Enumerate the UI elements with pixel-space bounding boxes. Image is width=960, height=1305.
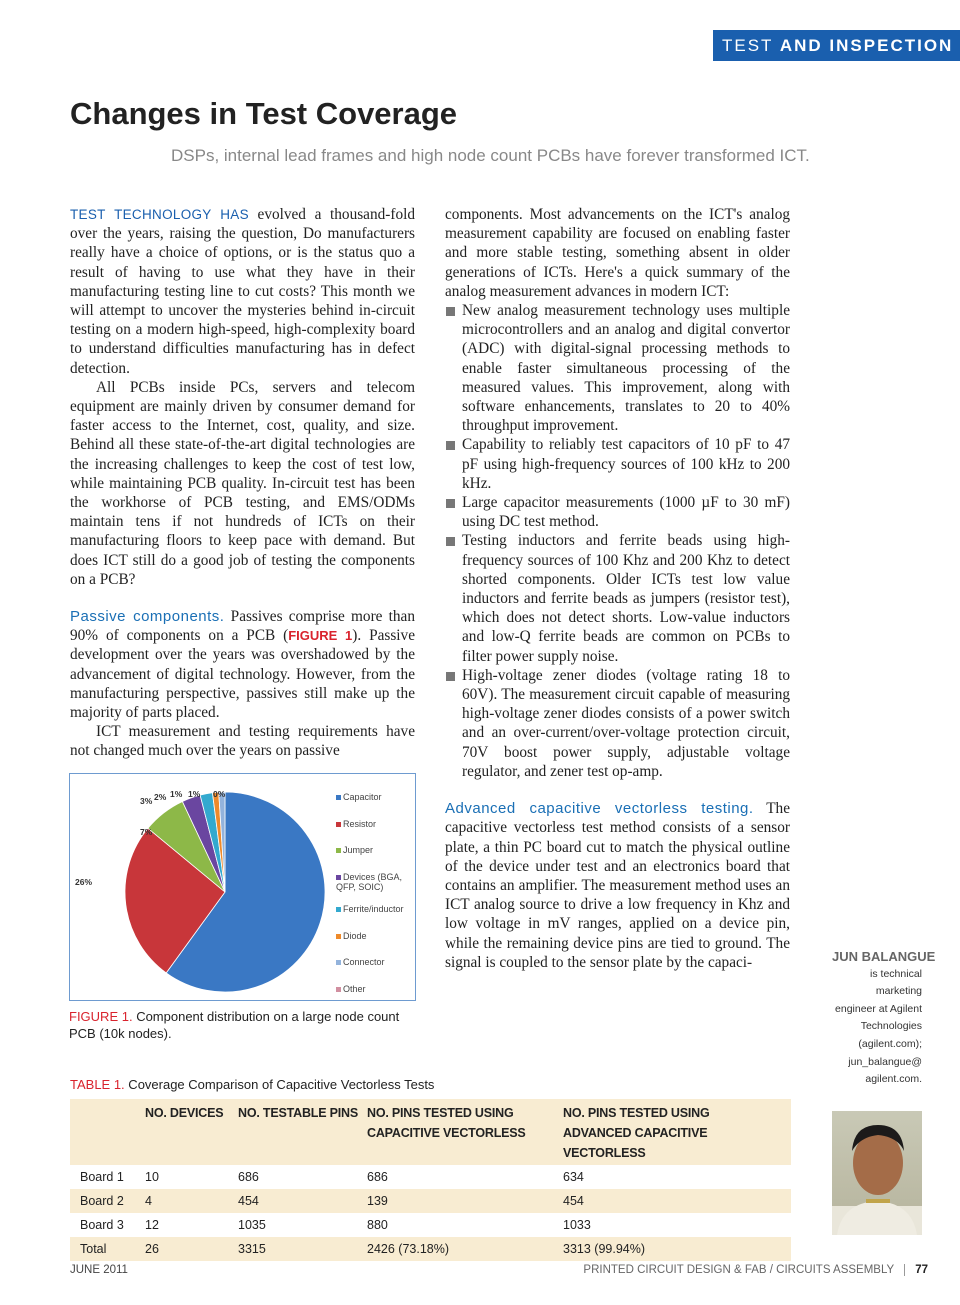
table-cell: 26	[145, 1237, 238, 1261]
legend-item	[336, 904, 404, 914]
data-label: 26%	[75, 877, 93, 887]
table-cell: Board 2	[70, 1189, 145, 1213]
data-label: 1%	[188, 789, 201, 799]
legend-swatch	[336, 848, 341, 853]
page-number: 77	[904, 1264, 928, 1276]
table-cell: Board 1	[80, 1170, 124, 1184]
legend-label: Diode	[343, 930, 367, 941]
subhead-vectorless: Advanced capacitive vectorless testing.	[445, 800, 754, 818]
legend-item	[336, 872, 416, 892]
legend-item	[336, 792, 382, 802]
legend-label: Other	[343, 983, 366, 994]
legend-label: Ferrite/inductor	[343, 904, 404, 914]
legend-swatch	[336, 987, 341, 992]
coverage-table	[70, 1099, 791, 1261]
legend-swatch	[336, 795, 341, 800]
list-item: Large capacitor measurements (1000 µF to 30 mF) using DC test method.	[445, 493, 790, 531]
paragraph: ICT measurement and testing requirements have not changed much over the years on passive	[70, 723, 415, 760]
legend-item	[336, 931, 367, 941]
table-cell: 4	[145, 1189, 238, 1213]
legend-label: Jumper	[343, 845, 374, 855]
table-cell: 686	[367, 1170, 388, 1184]
figure-caption	[69, 1008, 414, 1042]
figure-caption-text: Component distribution on a large node count PCB (10k nodes).	[69, 1009, 400, 1041]
author-bio	[832, 948, 936, 1089]
table-cell: 686	[238, 1170, 259, 1184]
data-label: 7%	[140, 827, 153, 837]
paragraph	[70, 205, 415, 378]
bio-line: is technical	[870, 967, 922, 980]
table-cell: 3315	[238, 1237, 367, 1261]
article-subtitle: DSPs, internal lead frames and high node count PCBs have forever transformed ICT.	[171, 146, 810, 165]
list-item: Testing inductors and ferrite beads using high-frequency sources of 100 Khz and 200 Khz to detect shorted components. Older ICTs test low value inductors and ferrite beads as jumpers (resistor test), which does not detect shorts. Low-value inductors and low-Q ferrite beads are common on PCBs to filter power supply noise.	[445, 531, 790, 665]
legend-item	[336, 984, 366, 994]
column-2	[445, 205, 790, 972]
data-label: 2%	[154, 792, 167, 802]
paragraph-text: Passives comprise more than 90% of components on a PCB (	[70, 608, 415, 645]
author-photo	[832, 1111, 922, 1235]
column-header: NO. TESTABLE PINS	[238, 1099, 367, 1165]
table-cell: 10	[145, 1170, 159, 1184]
list-item: High-voltage zener diodes (voltage rating 18 to 60V). The measurement circuit capable of measuring high-voltage zener diodes consists of a power switch and an over-current/over-voltage protection circuit, 70V boost power supply, adjustable voltage regulator, and zener test op-amp.	[445, 666, 790, 781]
legend-item	[336, 819, 376, 829]
bio-line: agilent.com.	[865, 1073, 922, 1086]
column-header	[70, 1099, 145, 1165]
data-label: 1%	[170, 789, 183, 799]
table-caption-text: Coverage Comparison of Capacitive Vectorless Tests	[124, 1077, 435, 1092]
legend-swatch	[336, 822, 341, 827]
column-header: NO. PINS TESTED USING CAPACITIVE VECTORLESS	[367, 1099, 563, 1165]
column-1	[70, 205, 415, 761]
table-cell: 454	[563, 1189, 791, 1213]
data-label: 3%	[140, 796, 153, 806]
legend-swatch	[336, 875, 341, 880]
legend-swatch	[336, 960, 341, 965]
bio-line: Technologies	[860, 1020, 922, 1033]
table-cell: 1035	[238, 1218, 266, 1232]
bio-line: marketing	[875, 985, 922, 998]
paragraph: components. Most advancements on the ICT's analog measurement capability are focused on enabling faster and more stable testing, something absent in older generations of ICTs. Here's a quick summary of the analog measurement advances in modern ICT:	[445, 206, 790, 300]
section-tag-part1: TEST	[722, 36, 780, 55]
footer-date: JUNE 2011	[70, 1264, 128, 1276]
table-cell: Board 3	[80, 1218, 124, 1232]
list-item: Capability to reliably test capacitors of 10 pF to 47 pF using high-frequency sources of 100 kHz to 200 kHz.	[445, 435, 790, 493]
legend-label: Connector	[343, 957, 385, 967]
table-caption	[70, 1077, 434, 1092]
table-cell: 3313 (99.94%)	[563, 1237, 791, 1261]
table-header-row	[70, 1099, 791, 1165]
section-tag-part2: AND INSPECTION	[779, 36, 954, 55]
table-cell: 880	[367, 1218, 388, 1232]
bullet-list	[445, 301, 790, 781]
table-cell: 12	[145, 1218, 159, 1232]
legend-label: Resistor	[343, 818, 377, 829]
paragraph-text: evolved a thousand-fold over the years, raising the question, Do manufacturers really have a choice of options, or is the status quo a result of having to use what they have in their manufacturing testing line to cut costs? This month we will attempt to uncover the mysteries behind in-circuit testing on a modern high-speed, high-complexity board to understand difficulties manufacturing has in defect detection.	[70, 206, 416, 377]
bio-line: jun_balangue@	[848, 1055, 922, 1068]
legend-label: Devices (BGA, QFP, SOIC)	[336, 871, 403, 892]
list-item: New analog measurement technology uses multiple microcontrollers and an analog and digital convertor (ADC) with digital-signal processing methods to enable faster simultaneous processing of the measured values. This improvement, along with software enhancements, translates to 20 to 40% throughput improvement.	[445, 301, 790, 435]
data-label: 0%	[213, 789, 226, 799]
section-tag	[713, 30, 960, 61]
legend-swatch	[336, 907, 341, 912]
table-label: TABLE 1.	[70, 1077, 125, 1092]
figure-label: FIGURE 1.	[69, 1009, 133, 1024]
legend-label: Capacitor	[343, 792, 382, 802]
table-row	[70, 1237, 791, 1261]
figure-ref: FIGURE 1	[288, 628, 353, 644]
publication-name: PRINTED CIRCUIT DESIGN & FAB / CIRCUITS ASSEMBLY	[583, 1264, 895, 1276]
paragraph	[70, 607, 415, 722]
lead-in: TEST TECHNOLOGY HAS	[70, 207, 249, 222]
legend-item	[336, 845, 373, 855]
table-cell: 139	[367, 1189, 563, 1213]
table-cell: 634	[563, 1170, 584, 1184]
paragraph: All PCBs inside PCs, servers and telecom equipment are mainly driven by consumer demand for faster access to the Internet, cost, quality, and size. Behind all these state-of-the-art digital technologies are the increasing challenges to keep the cost of test low, while maintaining PCB quality. In-circuit test has been the workhorse of PCB testing, and EMS/ODMs maintain tens if not hundreds of ICTs on their manufacturing floors to keep pace with demand. But does ICT still do a good job of testing the components on a PCB?	[70, 378, 415, 588]
bio-line: (agilent.com);	[858, 1037, 922, 1050]
table-row	[70, 1189, 791, 1213]
column-header: NO. PINS TESTED USING ADVANCED CAPACITIVE VECTORLESS	[563, 1099, 791, 1165]
pie-svg	[70, 774, 330, 999]
table-cell: Total	[70, 1237, 145, 1261]
bio-line: engineer at Agilent	[835, 1002, 922, 1015]
subhead-passive: Passive components.	[70, 608, 225, 626]
article-title: Changes in Test Coverage	[70, 96, 458, 131]
author-name: JUN BALANGUE	[832, 949, 936, 964]
footer-publication	[583, 1264, 928, 1276]
legend-swatch	[336, 934, 341, 939]
column-header: NO. DEVICES	[145, 1099, 238, 1165]
figure-1-pie-chart	[69, 773, 416, 1001]
paragraph-text: ). Passive development over the years was overshadowed by the advancement of digital technology. However, from the manufacturing perspective, passives still make up the majority of parts placed.	[70, 627, 415, 722]
table-cell: 2426 (73.18%)	[367, 1237, 563, 1261]
table-row	[70, 1213, 791, 1237]
legend-item	[336, 957, 385, 967]
table-cell: 454	[238, 1189, 367, 1213]
table-cell: 1033	[563, 1218, 591, 1232]
paragraph-text: The capacitive vectorless test method consists of a sensor plate, a thin PC board cut to match the physical outline of the device under test and an electronics board that contains an amplifier. The measurement method uses an ICT analog source to drive a low frequency in Khz and low voltage in mV ranges, applied on a device pin, while the remaining device pins are tied to ground. The signal is coupled to the sensor plate by the capaci-	[445, 800, 790, 971]
paragraph	[445, 799, 790, 972]
table-row	[70, 1165, 791, 1189]
author-portrait-image	[832, 1111, 922, 1235]
